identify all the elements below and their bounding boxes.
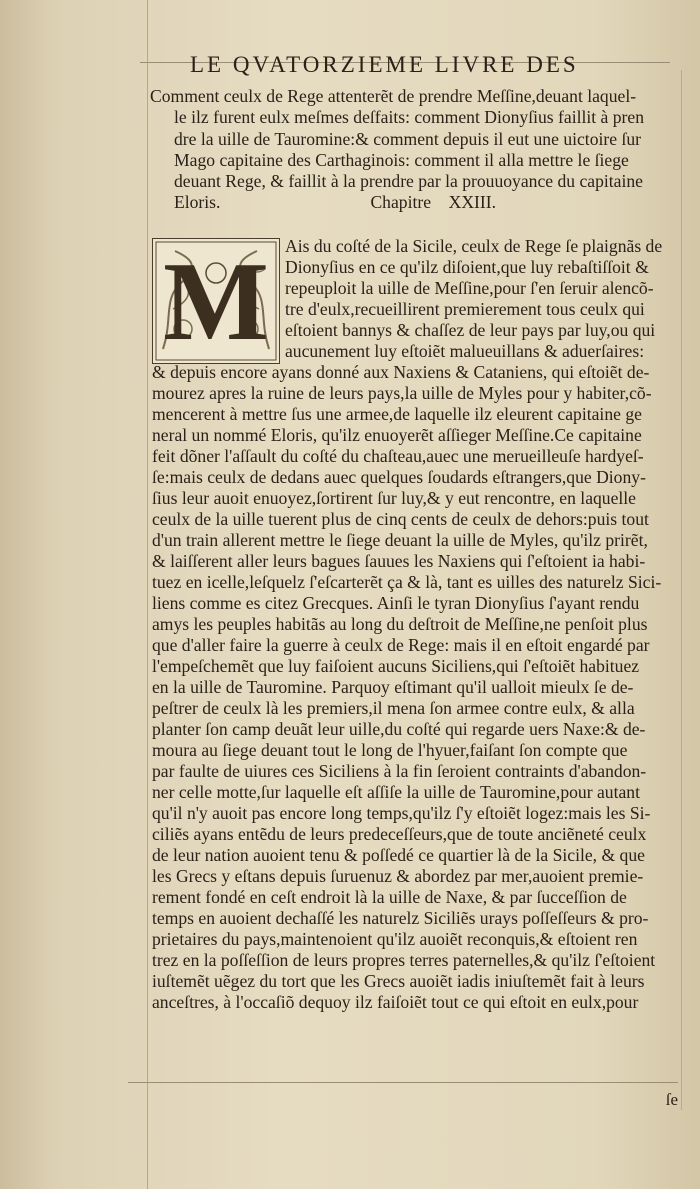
summary-line: dre la uille de Tauromine:& comment depuis il eut une uictoire ſur <box>174 128 641 149</box>
body-line: Ais du coſté de la Sicile, ceulx de Rege ſe plaignãs de <box>285 236 663 256</box>
body-line: mencerent à mettre ſus une armee,de laquelle ilz eleurent capitaine ge <box>152 404 642 424</box>
body-line: ſius leur auoit enuoyez,ſortirent ſur luy,& y eut rencontre, en laquelle <box>152 488 636 508</box>
chapter-number: XXIII. <box>448 192 497 213</box>
body-line: planter ſon camp deuãt leur uille,du coſté qui regarde uers Naxe:& de- <box>152 719 646 739</box>
body-line: anceſtres, à l'occaſiõ dequoy ilz faiſoiẽt tout ce qui eſtoit en eulx,pour <box>152 992 639 1012</box>
body-text <box>152 236 680 1013</box>
body-line: moura au ſiege deuant tout le long de l'hyuer,faiſant ſon compte que <box>152 740 628 760</box>
body-line: Dionyſius en ce qu'ilz diſoient,que luy rebaſtiſſoit & <box>285 257 649 277</box>
body-line: temps en auoient dechaſſé les naturelz Siciliẽs urays poſſeſſeurs & pro- <box>152 908 649 928</box>
footer-rule <box>128 1082 678 1083</box>
body-line: mourez apres la ruine de leurs pays,la uille de Myles pour y habiter,cõ- <box>152 383 652 403</box>
body-line: en la uille de Tauromine. Parquoy eſtimant qu'il ualloit mieulx ſe de- <box>152 677 634 697</box>
body-line: rement fondé en ceſt endroit là la uille de Naxe, & par ſucceſſion de <box>152 887 627 907</box>
body-line: de leur nation auoient tenu & poſſedé ce quartier là de la Sicile, & que <box>152 845 645 865</box>
body-line: ciliẽs ayans entẽdu de leurs predeceſſeurs,que de toute anciẽneté ceulx <box>152 824 647 844</box>
running-title: LE QVATORZIEME LIVRE DES <box>190 52 579 77</box>
summary-line: le ilz furent eulx meſmes deſfaits: comment Dionyſius faillit à pren <box>174 107 645 128</box>
summary-line-last: Eloris. Chapitre XXIII. <box>174 192 497 213</box>
body-line: les Grecs y eſtans depuis ſuruenuz & abordez par mer,auoient premie- <box>152 866 644 886</box>
body-line: & laiſſerent aller leurs bagues ſauues les Naxiens qui ſ'eſtoient ia habi- <box>152 551 646 571</box>
body-line: eſtoient bannys & chaſſez de leur pays par luy,ou qui <box>285 320 656 340</box>
right-margin-rule <box>681 70 682 1110</box>
drop-initial-letter: M <box>163 240 269 364</box>
body-line: tre d'eulx,recueillirent premierement tous ceulx qui <box>285 299 645 319</box>
body-line: ceulx de la uille tuerent plus de cinq cents de ceulx de dehors:puis tout <box>152 509 649 529</box>
chapter-summary <box>150 86 680 214</box>
margin-rule <box>147 0 148 1189</box>
body-line: trez en la poſſeſſion de leurs propres terres paternelles,& qu'ilz ſ'eſtoient <box>152 950 656 970</box>
body-line: que d'aller faire la guerre à ceulx de Rege: mais il en eſtoit engardé par <box>152 635 650 655</box>
body-line: prietaires du pays,maintenoient qu'ilz auoiẽt reconquis,& eſtoient ren <box>152 929 638 949</box>
body-line: liens comme es citez Grecques. Ainſi le tyran Dionyſius ſ'ayant rendu <box>152 593 640 613</box>
body-line: amys les peuples habitãs au long du deſtroit de Meſſine,ne penſoit plus <box>152 614 648 634</box>
body-line: tuez en icelle,leſquelz ſ'eſcarterẽt ça & là, tant es uilles des naturelz Sici- <box>152 572 662 592</box>
body-line: neral un nommé Eloris, qu'ilz enuoyerẽt aſſieger Meſſine.Ce capitaine <box>152 425 642 445</box>
body-line: par faulte de uiures ces Siciliens à la fin ſeroient contraints d'abandon- <box>152 761 647 781</box>
body-line: iuſtemẽt uẽgez du tort que les Grecs auoiẽt iadis iniuſtemẽt fait à leurs <box>152 971 645 991</box>
body-line: ner celle motte,ſur laquelle eſt aſſiſe la uille de Tauromine,pour autant <box>152 782 640 802</box>
body-line: qu'il n'y auoit pas encore long temps,qu'ilz ſ'y eſtoiẽt logez:mais les Si- <box>152 803 651 823</box>
body-line: repeuploit la uille de Meſſine,pour ſ'en ſeruir alencõ- <box>285 278 654 298</box>
body-line: & depuis encore ayans donné aux Naxiens & Cataniens, qui eſtoiẽt de- <box>152 362 650 382</box>
body-line: aucunement luy eſtoiẽt malueuillans & aduerſaires: <box>285 341 645 361</box>
summary-line: Mago capitaine des Carthaginois: comment il alla mettre le ſiege <box>174 149 629 170</box>
summary-line: Comment ceulx de Rege attenterẽt de prendre Meſſine,deuant laquel- <box>150 86 637 106</box>
body-line: feit dõner l'aſſault du coſté du chaſteau,auec une merueilleuſe hardyeſ- <box>152 446 644 466</box>
body-line: ſe:mais ceulx de dedans auec quelques ſoudards eſtrangers,que Diony- <box>152 467 646 487</box>
chapter-label: Chapitre <box>370 192 432 213</box>
body-line: d'un train allerent mettre le ſiege deuant la uille de Myles, qu'ilz prirẽt, <box>152 530 648 550</box>
body-line: l'empeſchemẽt que luy faiſoient aucuns Siciliens,qui ſ'eſtoiẽt habituez <box>152 656 640 676</box>
body-line: peſtrer de ceulx là les premiers,il mena ſon armee contre eulx, & alla <box>152 698 635 718</box>
summary-line: deuant Rege, & faillit à la prendre par la prouuoyance du capitaine <box>174 171 643 192</box>
catchword: ſe <box>665 1090 678 1109</box>
